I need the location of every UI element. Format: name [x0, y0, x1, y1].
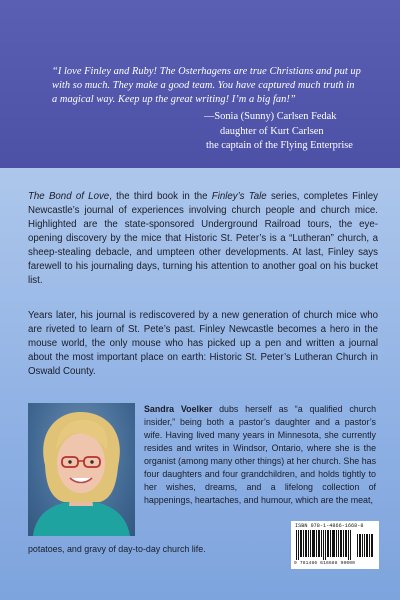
- ean-digits: 9 781486 616688: [294, 561, 338, 566]
- synopsis-paragraph-1: [28, 190, 378, 288]
- series-title: Finley’s Tale: [211, 191, 267, 202]
- endorsement-band: [0, 0, 400, 168]
- barcode-digits: [294, 561, 376, 566]
- author-portrait-image: [28, 403, 135, 536]
- attribution-relation: daughter of Kurt Carlsen: [220, 125, 324, 137]
- author-photo: [28, 403, 135, 536]
- attribution-name: —Sonia (Sunny) Carlsen Fedak: [204, 111, 337, 122]
- author-name: Sandra Voelker: [144, 404, 213, 414]
- isbn-barcode: [291, 521, 379, 569]
- author-bio-text: dubs herself as “a qualified church insider,” being both a pastor’s daughter and a pastor’s wife. Having lived many years in Minnesota, she currently resides and writes in Windsor, Ontario, where she is the organist (among many other things) at her church. She has four daughters and four grandchildren, and holds tightly to her wishes, dreams, and a lifelong collection of happenings, heartaches, and humour, which are the meat,: [144, 404, 377, 505]
- barcode-bars: [294, 530, 376, 560]
- book-title: The Bond of Love: [28, 191, 110, 202]
- synopsis-paragraph-2: Years later, his journal is rediscovered by a new generation of church mice who are riveted to learn of St. Pete’s past. Finley Newcastle becomes a hero in the mouse world, the only mouse who has picked up a pen and written a journal about the most important place on earth: Historic St. Peter’s Lutheran Church in Oswald County.: [28, 310, 378, 377]
- synopsis-text-b: series, completes Finley Newcastle’s journal of experiences involving church people and church mice. Highlighted are the state-sponsored Underground Railroad tours, the eye-opening discovery by the mice that Historic St. Peter’s is a “Lutheran” church, a sheep-stealing debacle, and umpteen other developments. At last, Finley says farewell to his journaling days, turning his attention to another goal on his bucket list.: [28, 191, 379, 286]
- endorsement-attribution: [196, 110, 396, 154]
- attribution-detail: the captain of the Flying Enterprise: [206, 140, 353, 151]
- isbn-number: ISBN 978-1-4866-1668-8: [295, 523, 364, 529]
- endorsement-quote: “I love Finley and Ruby! The Osterhagens are true Christians and put up with so much. They make a good team. You have captured much truth in a magical way. Keep up the great writing! I’m a big fan!”: [52, 66, 361, 105]
- author-bio: [144, 403, 376, 507]
- synopsis-text-a: , the third book in the: [109, 191, 212, 202]
- addon-digits: 90000: [340, 561, 356, 566]
- author-bio-tail: potatoes, and gravy of day-to-day church life.: [28, 544, 206, 554]
